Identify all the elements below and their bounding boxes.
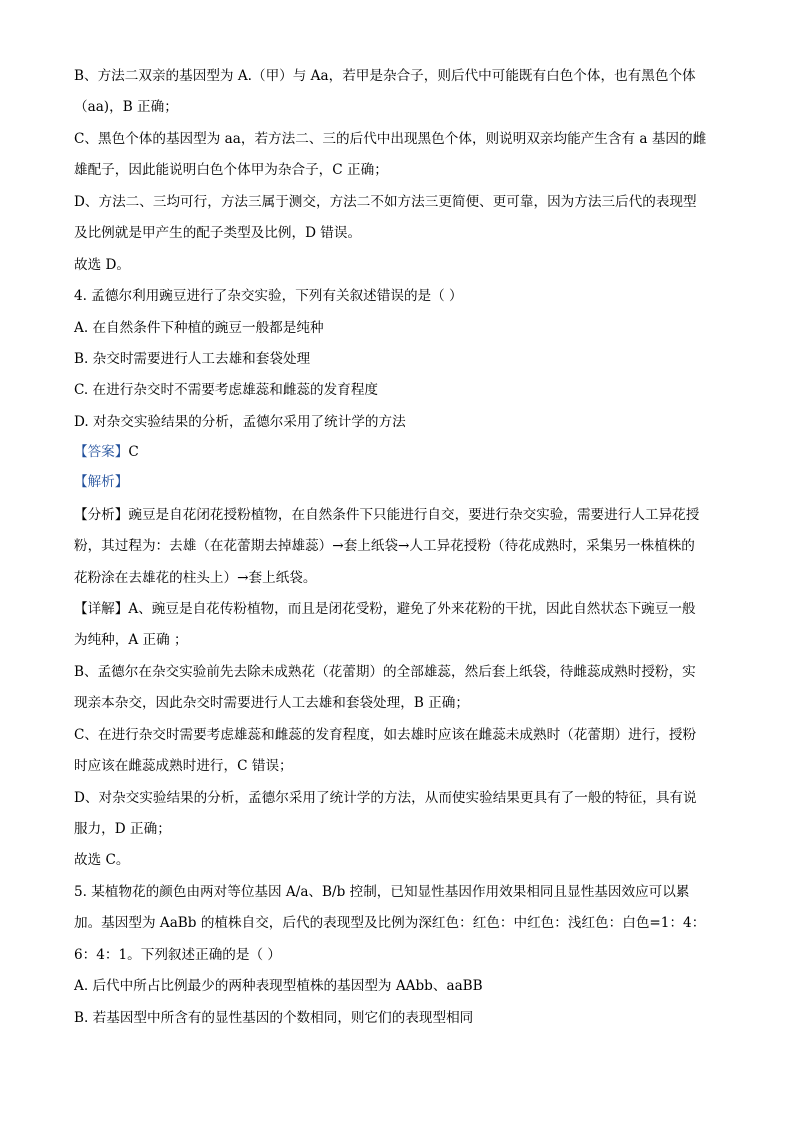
option-b: B. 若基因型中所含有的显性基因的个数相同，则它们的表现型相同: [74, 1010, 474, 1026]
text-line: 现亲本杂交，因此杂交时需要进行人工去雄和套袋处理，B 正确；: [74, 695, 469, 711]
analysis-xiangjie-line: [74, 599, 696, 619]
option-a: A. 后代中所占比例最少的两种表现型植株的基因型为 AAbb、aaBB: [74, 978, 483, 994]
analysis-tag: 【解析】: [74, 474, 129, 490]
text-line: B、方法二双亲的基因型为 A.（甲）与 Aa，若甲是杂合子，则后代中可能既有白色个体，也有黑色个体: [74, 68, 696, 84]
answer-value: C: [128, 444, 139, 460]
text-line: （aa)，B 正确；: [74, 99, 178, 115]
text-line: 6：4：1。下列叙述正确的是（ ）: [74, 947, 281, 963]
question-5-stem: 5. 某植物花的颜色由两对等位基因 A/a、B/b 控制，已知显性基因作用效果相同且显性基因效应可以累: [74, 884, 690, 900]
text-line: 雄配子，因此能说明白色个体甲为杂合子，C 正确；: [74, 162, 388, 178]
text-line: C、在进行杂交时需要考虑雄蕊和雌蕊的发育程度，如去雄时应该在雌蕊未成熟时（花蕾期）进行，授粉: [74, 727, 697, 743]
question-4-stem: 4. 孟德尔利用豌豆进行了杂交实验，下列有关叙述错误的是（ ）: [74, 288, 463, 304]
option-a: A. 在自然条件下种植的豌豆一般都是纯种: [74, 320, 324, 336]
text-line: 服力，D 正确；: [74, 821, 171, 837]
text-line: D、方法二、三均可行，方法三属于测交，方法二不如方法三更简便、更可靠，因为方法三后代的表现型: [74, 194, 697, 210]
text-line: 故选 D。: [74, 257, 131, 273]
text-line: D、对杂交实验结果的分析，孟德尔采用了统计学的方法，从而使实验结果更具有了一般的特征，具有说: [74, 790, 697, 806]
answer-tag: 【答案】: [74, 444, 129, 460]
text-line: B、孟德尔在杂交实验前先去除未成熟花（花蕾期）的全部雄蕊，然后套上纸袋，待雌蕊成熟时授粉，实: [74, 664, 696, 680]
option-b: B. 杂交时需要进行人工去雄和套袋处理: [74, 351, 311, 367]
option-c: C. 在进行杂交时不需要考虑雄蕊和雌蕊的发育程度: [74, 382, 379, 398]
text-line: 花粉涂在去雄花的柱头上）→套上纸袋。: [74, 570, 317, 586]
answer-line: [74, 442, 139, 462]
fenxi-tag: 【分析】: [74, 507, 129, 523]
analysis-fenxi-line: [74, 505, 699, 525]
text-line: 粉，其过程为：去雄（在花蕾期去掉雄蕊）→套上纸袋→人工异花授粉（待花成熟时，采集另一株植株的: [74, 538, 695, 554]
text-line: 时应该在雌蕊成熟时进行，C 错误；: [74, 758, 293, 774]
fenxi-text: 豌豆是自花闭花授粉植物，在自然条件下只能进行自交，要进行杂交实验，需要进行人工异花授: [128, 507, 700, 523]
text-line: 加。基因型为 AaBb 的植株自交，后代的表现型及比例为深红色：红色：中红色：浅红色：白色=1：4：: [74, 915, 706, 931]
analysis-header: [74, 472, 128, 492]
text-line: C、黑色个体的基因型为 aa，若方法二、三的后代中出现黑色个体，则说明双亲均能产生含有 a 基因的雌: [74, 131, 707, 147]
option-d: D. 对杂交实验结果的分析，孟德尔采用了统计学的方法: [74, 414, 406, 430]
xiangjie-text: A、豌豆是自花传粉植物，而且是闭花受粉，避免了外来花粉的干扰，因此自然状态下豌豆一般: [128, 601, 696, 617]
text-line: 及比例就是甲产生的配子类型及比例，D 错误。: [74, 225, 362, 241]
text-line: 为纯种，A 正确 ；: [74, 632, 188, 648]
xiangjie-tag: 【详解】: [74, 601, 129, 617]
text-line: 故选 C。: [74, 852, 130, 868]
